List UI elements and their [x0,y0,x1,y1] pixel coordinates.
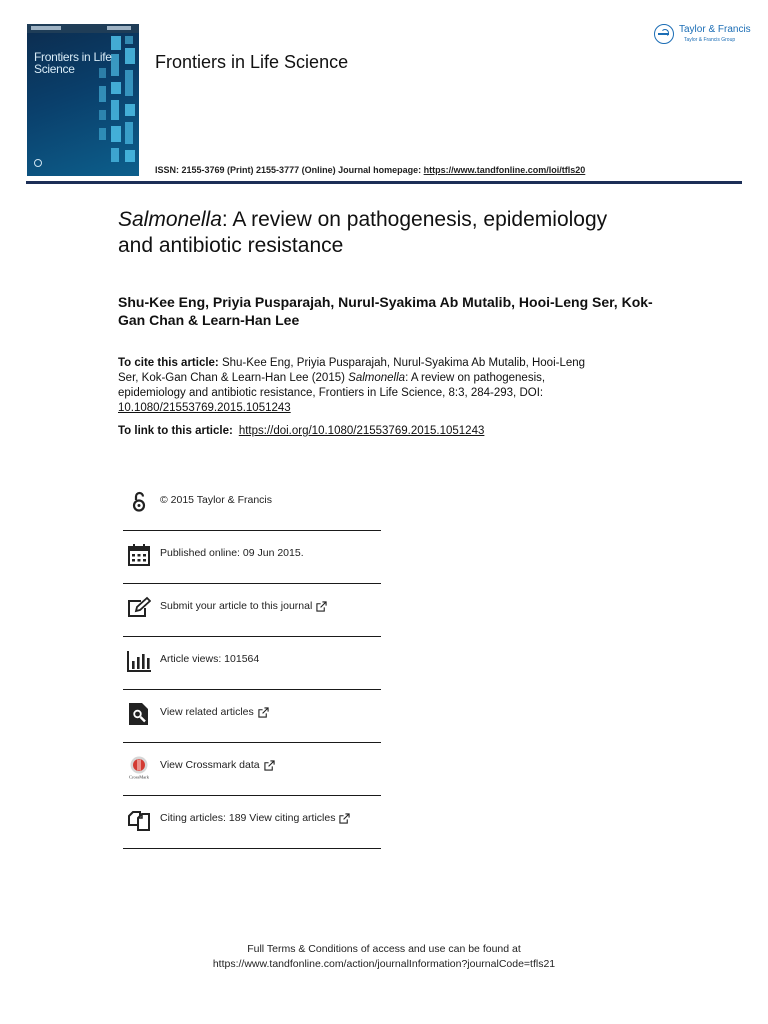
article-title [118,207,638,259]
view-crossmark-link[interactable] [160,759,275,771]
info-item-citing[interactable] [123,796,381,849]
issn-line [155,165,585,175]
publisher-name: Taylor & Francis [679,24,751,35]
crossmark-caption: CrossMark [129,774,149,779]
title-italic: Salmonella [118,208,222,231]
info-item-published [123,531,381,584]
cite-doi-link[interactable]: 10.1080/21553769.2015.1051243 [118,402,291,414]
citing-articles-text: Citing articles: 189 View citing articles [160,812,336,824]
citing-articles-icon [127,808,151,832]
title-rest: : A review on pathogenesis, epidemiology and antibiotic resistance [118,208,608,257]
cover-publisher-mark [34,159,44,167]
article-link-line [118,425,484,437]
article-info-list [123,478,381,849]
cover-top-strip [27,24,139,33]
open-access-icon [127,490,151,514]
terms-footer [0,942,768,972]
journal-homepage-link[interactable]: https://www.tandfonline.com/loi/tfls20 [423,165,586,175]
citation-block [118,356,608,416]
publisher-group: Taylor & Francis Group [684,37,736,43]
crossmark-text: View Crossmark data [160,759,260,771]
edit-icon [127,596,151,620]
bar-chart-icon [127,649,151,673]
cite-prefix: Shu-Kee Eng, Priyia Pusparajah, Nurul-Syakima Ab Mutalib, Hooi-Leng Ser, Kok-Gan Chan & Learn-Han Lee (2015) [118,357,586,384]
copyright-text: © 2015 Taylor & Francis [160,494,273,506]
info-item-related[interactable] [123,690,381,743]
info-item-copyright [123,478,381,531]
article-views-text: Article views: 101564 [160,653,260,665]
cite-label: To cite this article: [118,357,219,369]
published-date-text: Published online: 09 Jun 2015. [160,547,304,559]
article-doi-link[interactable]: https://doi.org/10.1080/21553769.2015.1051243 [238,425,485,437]
info-item-views [123,637,381,690]
cover-title: Frontiers in Life Science [34,50,112,76]
external-link-icon [339,813,350,824]
related-articles-text: View related articles [160,706,254,718]
view-related-articles-link[interactable] [160,706,269,718]
journal-name: Frontiers in Life Science [155,52,349,72]
external-link-icon [316,601,327,612]
cite-italic: Salmonella [348,372,406,384]
cite-suffix: : A review on pathogenesis, epidemiology and antibiotic resistance, Frontiers in Life Science, 8:3, 284-293, DOI: [118,372,546,399]
header-divider [26,181,742,184]
info-item-crossmark[interactable] [123,743,381,796]
taylor-francis-icon [654,24,674,44]
search-document-icon [127,702,151,726]
article-authors: Shu-Kee Eng, Priyia Pusparajah, Nurul-Syakima Ab Mutalib, Hooi-Leng Ser, Kok-Gan Chan & Learn-Han Lee [118,294,653,328]
link-label: To link to this article: [118,425,233,437]
external-link-icon [258,707,269,718]
submit-article-link[interactable] [160,600,327,612]
terms-line: Full Terms & Conditions of access and use can be found at [247,943,521,955]
info-item-submit[interactable] [123,584,381,637]
view-citing-articles-link[interactable] [160,812,350,824]
submit-article-text: Submit your article to this journal [160,600,313,612]
crossmark-icon [127,755,151,779]
journal-cover-image [27,24,139,176]
issn-text: ISSN: 2155-3769 (Print) 2155-3777 (Online) Journal homepage: [155,165,422,175]
external-link-icon [264,760,275,771]
terms-url-link[interactable]: https://www.tandfonline.com/action/journalInformation?journalCode=tfls21 [212,958,556,970]
calendar-icon [127,543,151,567]
